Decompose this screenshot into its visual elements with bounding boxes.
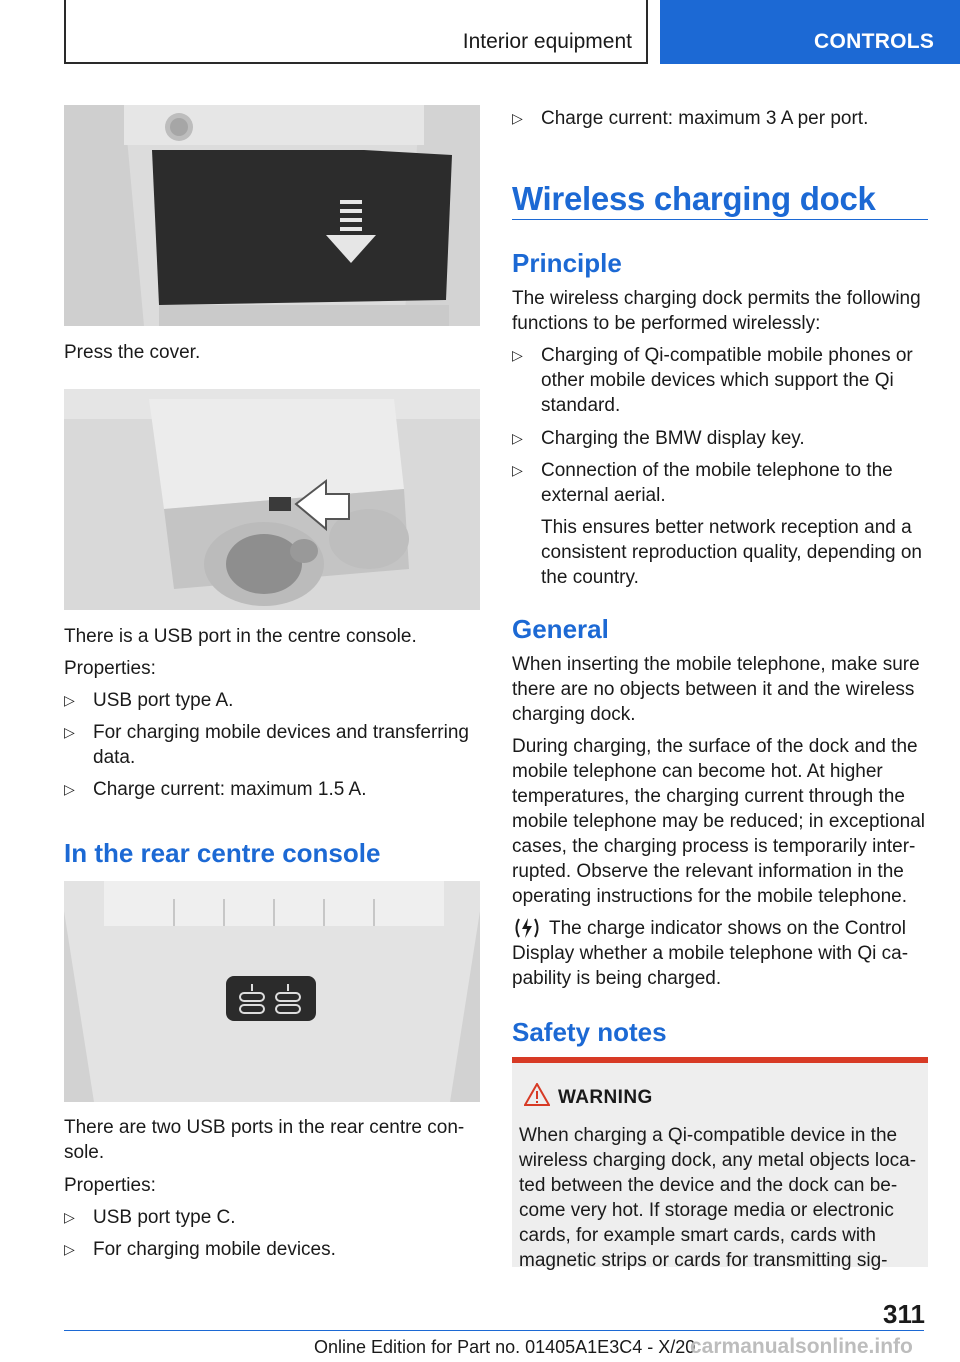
footer-edition: Online Edition for Part no. 01405A1E3C4 - X/20 — [314, 1337, 696, 1357]
warning-title: WARNING — [558, 1087, 653, 1108]
page-number: 311 — [883, 1299, 925, 1329]
header-section-box — [64, 0, 648, 64]
heading-safety-notes: Safety notes — [512, 1017, 667, 1047]
triangle-bullet-icon: ▷ — [64, 692, 75, 708]
triangle-bullet-icon: ▷ — [64, 724, 75, 740]
triangle-bullet-icon: ▷ — [64, 781, 75, 797]
general-paragraph-3: The charge indicator shows on the Control Display whether a mobile telephone with Qi ca-pability is being charged. — [512, 918, 909, 989]
header-chapter-box — [660, 0, 960, 64]
photo-rear-usb-ports — [64, 881, 480, 1102]
properties-label-front: Properties: — [64, 658, 156, 679]
caption-usb-port: There is a USB port in the centre console. — [64, 626, 417, 647]
warning-triangle-icon — [524, 1083, 550, 1111]
triangle-bullet-icon: ▷ — [512, 462, 523, 478]
heading-rear-console: In the rear centre console — [64, 838, 381, 868]
heading-principle: Principle — [512, 248, 622, 278]
heading-general: General — [512, 614, 609, 644]
triangle-bullet-icon: ▷ — [64, 1209, 75, 1225]
triangle-bullet-icon: ▷ — [512, 110, 523, 126]
header-chapter-title: CONTROLS — [814, 30, 935, 53]
principle-text: The wireless charging dock permits the following functions to be performed wirelessly: — [512, 288, 921, 334]
caption-press-cover: Press the cover. — [64, 342, 201, 363]
warning-text: When charging a Qi-compatible device in the wireless charging dock, any metal objects loca-ted between the device and the dock can be-come very hot. If storage media or electronic cards, for example smart cards, cards with magnetic strips or cards for transmitting sig- — [519, 1125, 917, 1271]
title-wireless-charging-dock: Wireless charging dock — [512, 180, 876, 217]
photo-front-usb-port — [64, 389, 480, 610]
title-underline — [512, 219, 928, 220]
caption-rear-usb: There are two USB ports in the rear centre con-sole. — [64, 1117, 465, 1163]
triangle-bullet-icon: ▷ — [512, 430, 523, 446]
general-paragraph-2: During charging, the surface of the dock and the mobile telephone can become hot. At higher temperatures, the charging current through the mobile telephone may be reduced; in exceptional cases, the charging process is temporarily inter-rupted. Observe the relevant information in the operating instructions for the mobile telephone. — [512, 736, 925, 907]
properties-label-rear: Properties: — [64, 1175, 156, 1196]
warning-box — [512, 1057, 928, 1271]
principle-note: This ensures better network reception and a consistent reproduction quality, depending on the country. — [541, 517, 922, 588]
footer-watermark[interactable]: carmanualsonline.info — [690, 1335, 913, 1358]
general-paragraph-1: When inserting the mobile telephone, make sure there are no objects between it and the wireless charging dock. — [512, 654, 920, 725]
triangle-bullet-icon: ▷ — [64, 1241, 75, 1257]
header-section-title: Interior equipment — [462, 30, 632, 53]
triangle-bullet-icon: ▷ — [512, 347, 523, 363]
footer-rule — [64, 1330, 924, 1331]
photo-front-cover — [64, 105, 480, 326]
